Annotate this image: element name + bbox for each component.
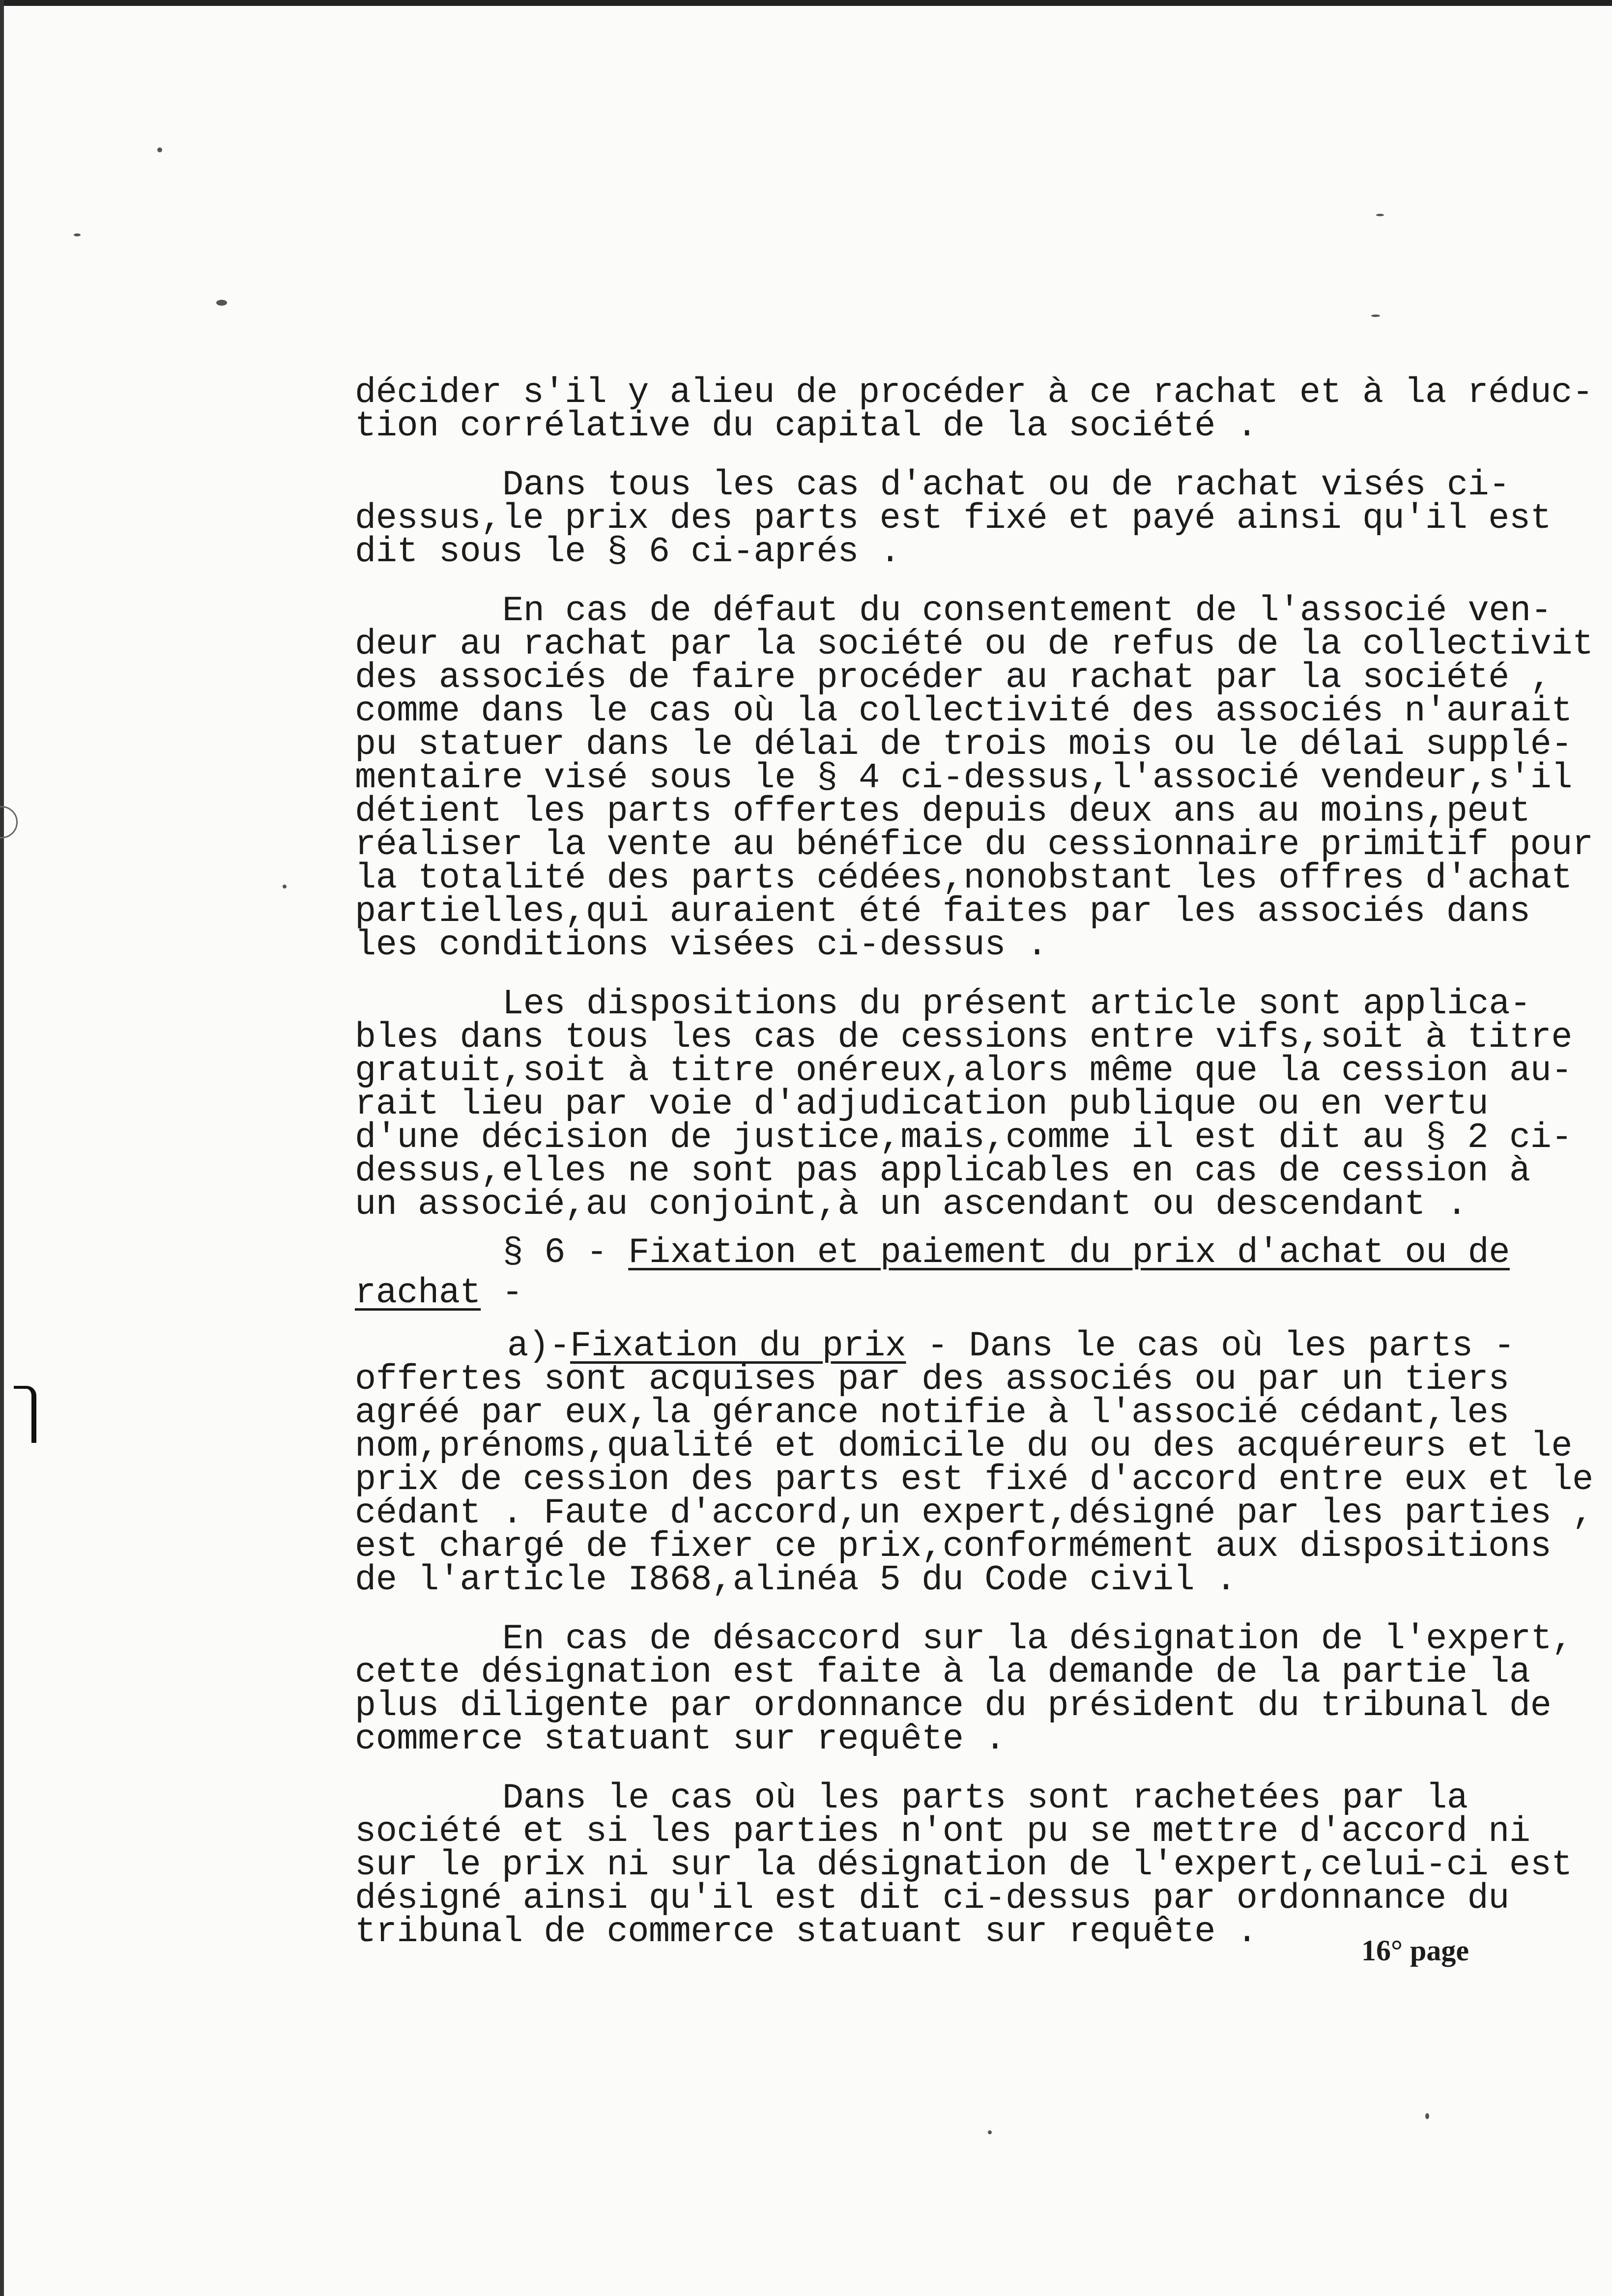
text-line: Dans tous les cas d'achat ou de rachat visés ci- [502, 465, 1510, 505]
scan-speck [216, 300, 227, 306]
text-line: des associés de faire procéder au rachat par la société , [355, 658, 1552, 698]
text-line: mentaire visé sous le § 4 ci-dessus,l'associé vendeur,s'il [355, 758, 1573, 798]
text-line: prix de cession des parts est fixé d'accord entre eux et le [355, 1460, 1593, 1500]
paragraph-2 [355, 465, 1552, 572]
paragraph-1 [355, 373, 1593, 446]
margin-mark [0, 806, 18, 838]
text-line: sur le prix ni sur la désignation de l'expert,celui-ci est [355, 1845, 1573, 1885]
text-line: détient les parts offertes depuis deux ans au moins,peut [355, 791, 1530, 832]
text-line: En cas de défaut du consentement de l'associé ven- [502, 591, 1552, 631]
margin-bracket-mark [14, 1386, 36, 1443]
scan-speck [157, 147, 162, 152]
text-line: de l'article I868,alinéa 5 du Code civil . [355, 1560, 1237, 1600]
text-line: bles dans tous les cas de cessions entre vifs,soit à titre [355, 1017, 1573, 1058]
text-line: cédant . Faute d'accord,un expert,désigné par les parties , [355, 1493, 1593, 1533]
text-line: comme dans le cas où la collectivité des associés n'aurait [355, 691, 1573, 731]
paragraph-4 [355, 984, 1573, 1225]
paragraph-5 [355, 1619, 1573, 1759]
text-line: En cas de désaccord sur la désignation de l'expert, [502, 1619, 1573, 1659]
scan-speck [1425, 2113, 1429, 2119]
text-line: la totalité des parts cédées,nonobstant les offres d'achat [355, 858, 1573, 898]
text-line: rait lieu par voie d'adjudication publique ou en vertu [355, 1084, 1489, 1124]
subsection-marker: a)- [507, 1326, 571, 1366]
scan-left-edge [0, 0, 4, 2296]
text-line: cette désignation est faite à la demande de la partie la [355, 1652, 1530, 1693]
text-line: Les dispositions du présent article sont applica- [502, 984, 1531, 1024]
text-line: plus diligente par ordonnance du président du tribunal de [355, 1686, 1552, 1726]
text-line: les conditions visées ci-dessus . [355, 925, 1048, 965]
text-line: dessus,le prix des parts est fixé et payé ainsi qu'il est [355, 498, 1552, 539]
text-line: commerce statuant sur requête . [355, 1719, 1006, 1759]
text-line: d'une décision de justice,mais,comme il est dit au § 2 ci- [355, 1118, 1573, 1158]
text-line: un associé,au conjoint,à un ascendant ou descendant . [355, 1184, 1468, 1225]
section-suffix: - [481, 1273, 523, 1313]
scan-speck [283, 885, 287, 889]
section-heading-line [355, 1273, 1544, 1313]
subsection-text: - Dans le cas où les parts - [906, 1326, 1515, 1366]
text-line: société et si les parties n'ont pu se mettre d'accord ni [355, 1811, 1530, 1852]
text-line: réaliser la vente au bénéfice du cessionnaire primitif pour [355, 825, 1593, 865]
section-title: Fixation et paiement du prix d'achat ou de [628, 1233, 1510, 1273]
subsection-first-line [355, 1326, 1544, 1366]
scan-speck [1376, 214, 1384, 216]
page-number: 16° page [1361, 1934, 1469, 1967]
text-line: dit sous le § 6 ci-aprés . [355, 532, 901, 572]
section-heading [355, 1233, 1544, 1313]
text-line: nom,prénoms,qualité et domicile du ou des acquéreurs et le [355, 1426, 1573, 1466]
scan-speck [74, 233, 81, 236]
text-line: désigné ainsi qu'il est dit ci-dessus par ordonnance du [355, 1878, 1509, 1919]
subsection-a [355, 1326, 1593, 1600]
text-line: tribunal de commerce statuant sur requête . [355, 1912, 1258, 1952]
scan-speck [988, 2130, 992, 2134]
text-line: offertes sont acquises par des associés ou par un tiers [355, 1359, 1509, 1400]
subsection-title: Fixation du prix [570, 1326, 906, 1366]
paragraph-3 [355, 591, 1593, 965]
text-line: gratuit,soit à titre onéreux,alors même que la cession au- [355, 1051, 1573, 1091]
text-line: décider s'il y alieu de procéder à ce rachat et à la réduc- [355, 373, 1593, 413]
text-line: partielles,qui auraient été faites par les associés dans [355, 891, 1530, 932]
text-line: est chargé de fixer ce prix,conformément aux dispositions [355, 1526, 1552, 1567]
section-heading-line [355, 1233, 1544, 1273]
text-line: tion corrélative du capital de la société . [355, 406, 1258, 446]
scan-speck [1371, 315, 1380, 317]
text-line: pu statuer dans le délai de trois mois ou le délai supplé- [355, 724, 1573, 765]
text-line: dessus,elles ne sont pas applicables en cas de cession à [355, 1151, 1530, 1191]
section-prefix: § 6 - [502, 1233, 629, 1273]
text-line: agréé par eux,la gérance notifie à l'associé cédant,les [355, 1393, 1509, 1433]
text-line: deur au rachat par la société ou de refus de la collectivit [355, 624, 1593, 664]
scan-top-edge [0, 0, 1612, 6]
section-title-cont: rachat [355, 1273, 481, 1313]
text-line: Dans le cas où les parts sont rachetées par la [502, 1778, 1468, 1818]
